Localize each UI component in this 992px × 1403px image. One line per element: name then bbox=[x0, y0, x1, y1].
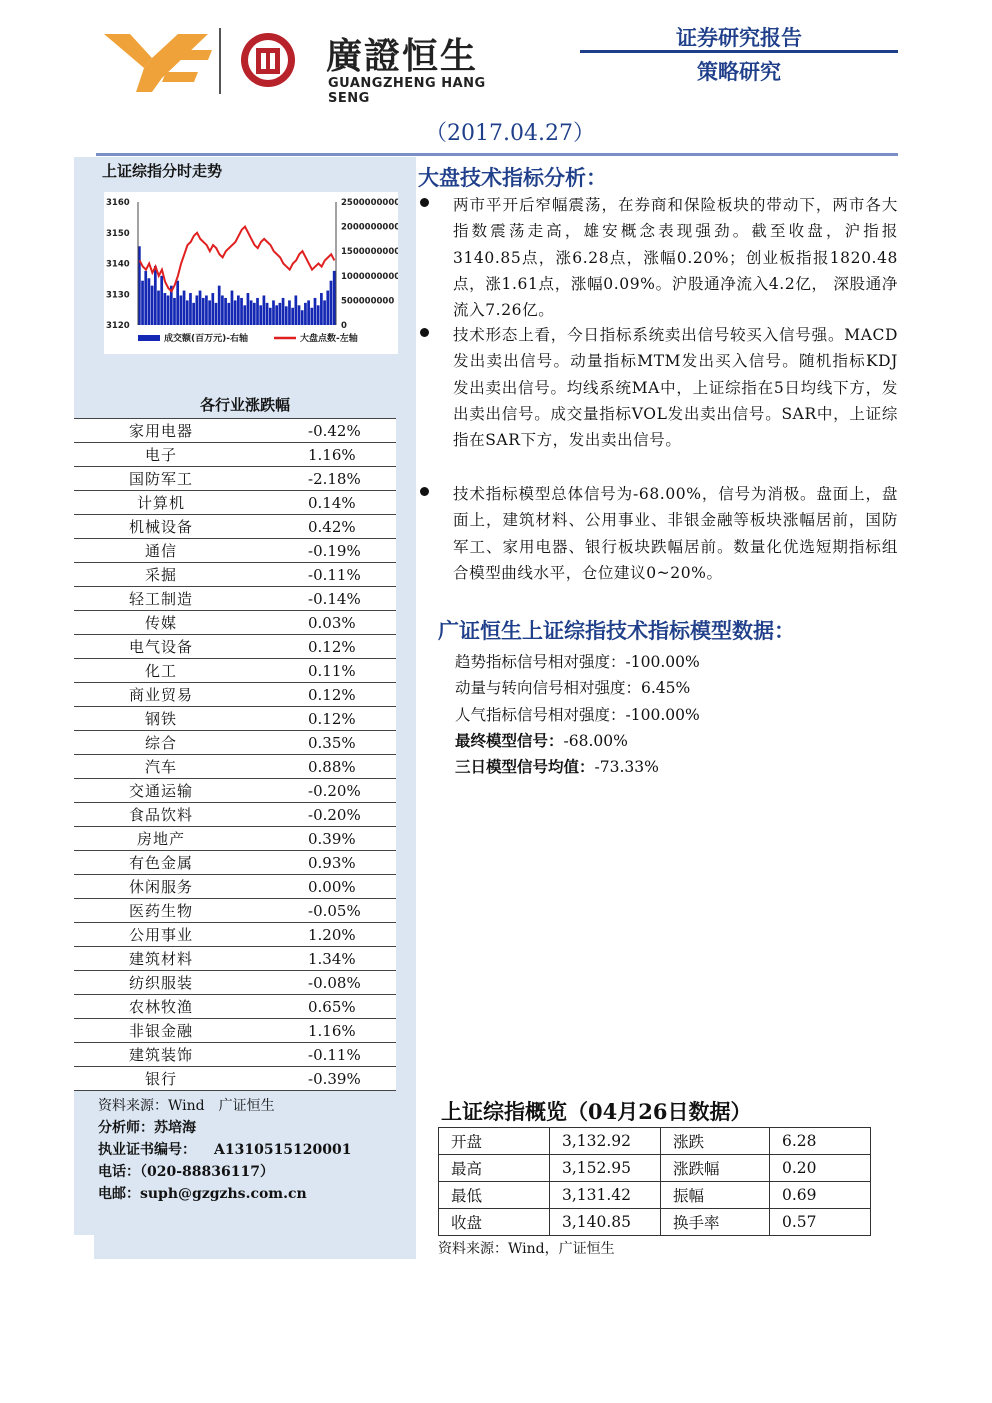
industry-change: 0.12% bbox=[248, 683, 396, 707]
report-header bbox=[580, 20, 898, 90]
right-tick-label: 2000000000 bbox=[341, 222, 398, 233]
industry-name: 交通运输 bbox=[74, 779, 248, 803]
summary-value: 3,131.42 bbox=[550, 1182, 661, 1209]
phone-line bbox=[98, 1161, 274, 1181]
volume-bar bbox=[263, 295, 266, 325]
volume-bar bbox=[320, 293, 323, 325]
company-logo bbox=[96, 20, 516, 106]
industry-name: 钢铁 bbox=[74, 707, 248, 731]
left-tick-label: 3160 bbox=[106, 198, 130, 208]
top-divider bbox=[96, 153, 898, 156]
chart-title: 上证综指分时走势 bbox=[102, 162, 223, 180]
industry-row bbox=[74, 947, 396, 971]
left-tick-label: 3150 bbox=[106, 228, 130, 239]
summary-label: 换手率 bbox=[661, 1209, 770, 1236]
model-title: 广证恒生上证综指技术指标模型数据： bbox=[438, 618, 795, 643]
industry-change: 0.88% bbox=[248, 755, 396, 779]
volume-bar bbox=[199, 291, 202, 325]
volume-bar bbox=[186, 300, 189, 325]
industry-name: 轻工制造 bbox=[74, 587, 248, 611]
industry-row bbox=[74, 515, 396, 539]
volume-bar bbox=[243, 305, 246, 325]
industry-change: -0.20% bbox=[248, 803, 396, 827]
volume-bar bbox=[202, 298, 205, 325]
industry-name: 纺织服装 bbox=[74, 971, 248, 995]
volume-bar bbox=[240, 298, 243, 325]
volume-bar bbox=[272, 300, 275, 325]
volume-bar bbox=[326, 291, 329, 325]
industry-row bbox=[74, 755, 396, 779]
report-category: 策略研究 bbox=[697, 59, 781, 84]
email-line bbox=[98, 1183, 307, 1203]
analyst-line bbox=[98, 1117, 196, 1137]
volume-bar bbox=[208, 300, 211, 325]
analysis-title: 大盘技术指标分析： bbox=[418, 165, 607, 190]
volume-bar bbox=[256, 298, 259, 325]
analyst-name: 苏培海 bbox=[154, 1120, 196, 1136]
summary-label: 开盘 bbox=[439, 1128, 550, 1155]
industry-name: 有色金属 bbox=[74, 851, 248, 875]
analysis-text: 技术指标模型总体信号为-68.00%，信号为消极。盘面上，盘面上，建筑材料、公用事业、非银金融等板块涨幅居前，国防军工、家用电器、银行板块跌幅居前。数量化优选短期指标组合模型曲线水平，仓位建议0~20%。 bbox=[453, 485, 898, 582]
right-tick-label: 1500000000 bbox=[341, 247, 398, 258]
industry-name: 采掘 bbox=[74, 563, 248, 587]
industry-name: 电气设备 bbox=[74, 635, 248, 659]
industry-name: 机械设备 bbox=[74, 515, 248, 539]
volume-bar bbox=[160, 276, 163, 325]
model-momentum: 动量与转向信号相对强度：6.45% bbox=[455, 679, 691, 697]
analyst-label: 分析师： bbox=[98, 1120, 154, 1136]
volume-bar bbox=[279, 303, 282, 325]
industry-name: 非银金融 bbox=[74, 1019, 248, 1043]
summary-row bbox=[439, 1128, 871, 1155]
industry-name: 汽车 bbox=[74, 755, 248, 779]
volume-bar bbox=[224, 298, 227, 325]
phone-number: （020-88836117） bbox=[140, 1164, 274, 1180]
summary-value: 3,140.85 bbox=[550, 1209, 661, 1236]
volume-bar bbox=[288, 300, 291, 325]
volume-bar bbox=[180, 295, 183, 325]
cert-number: A1310515120001 bbox=[214, 1142, 352, 1158]
industry-row bbox=[74, 851, 396, 875]
industry-row bbox=[74, 1043, 396, 1067]
industry-change: 0.03% bbox=[248, 611, 396, 635]
industry-change: -2.18% bbox=[248, 467, 396, 491]
summary-table bbox=[438, 1127, 871, 1236]
volume-bar bbox=[221, 295, 224, 325]
model-final bbox=[455, 729, 628, 751]
report-date: （2017.04.27） bbox=[425, 121, 595, 146]
analysis-bullet-3 bbox=[418, 481, 898, 586]
industry-change: -0.11% bbox=[248, 563, 396, 587]
industry-change: -0.19% bbox=[248, 539, 396, 563]
volume-bar bbox=[314, 298, 317, 325]
volume-bar bbox=[266, 303, 269, 325]
volume-bar bbox=[173, 298, 176, 325]
summary-value: 3,132.92 bbox=[550, 1128, 661, 1155]
industry-row bbox=[74, 659, 396, 683]
volume-bar bbox=[294, 295, 297, 325]
volume-bar bbox=[215, 303, 218, 325]
industry-name: 休闲服务 bbox=[74, 875, 248, 899]
industry-row bbox=[74, 419, 396, 443]
analysis-bullet-1 bbox=[418, 192, 898, 323]
legend-volume-swatch bbox=[138, 335, 160, 341]
volume-bar bbox=[227, 303, 230, 325]
analysis-text: 技术形态上看，今日指标系统卖出信号较买入信号强。MACD发出卖出信号。动量指标MTM发出买入信号。随机指标KDJ发出卖出信号。均线系统MA中，上证综指在5日均线下方，发出卖出信号。成交量指标VOL发出卖出信号。SAR中，上证综指在SAR下方，发出卖出信号。 bbox=[453, 326, 898, 450]
right-tick-label: 2500000000 bbox=[341, 198, 398, 208]
industry-change: 1.16% bbox=[248, 1019, 396, 1043]
industry-row bbox=[74, 587, 396, 611]
industry-row bbox=[74, 995, 396, 1019]
bullet-icon bbox=[420, 328, 429, 337]
industry-row bbox=[74, 923, 396, 947]
volume-bar bbox=[304, 303, 307, 325]
industry-name: 化工 bbox=[74, 659, 248, 683]
industry-row bbox=[74, 779, 396, 803]
volume-bar bbox=[330, 281, 333, 325]
industry-row bbox=[74, 491, 396, 515]
index-line bbox=[140, 227, 335, 292]
industry-name: 通信 bbox=[74, 539, 248, 563]
industry-row bbox=[74, 971, 396, 995]
summary-label: 涨跌 bbox=[661, 1128, 770, 1155]
email-address: suph@gzgzhs.com.cn bbox=[140, 1186, 307, 1202]
industry-name: 综合 bbox=[74, 731, 248, 755]
industry-name: 银行 bbox=[74, 1067, 248, 1091]
industry-change: -0.11% bbox=[248, 1043, 396, 1067]
volume-bar bbox=[307, 300, 310, 325]
email-label: 电邮： bbox=[98, 1186, 140, 1202]
brand-name-en: GUANGZHENG HANG SENG bbox=[328, 76, 486, 106]
industry-row bbox=[74, 707, 396, 731]
industry-change: 0.12% bbox=[248, 707, 396, 731]
analysis-bullet-2 bbox=[418, 322, 898, 453]
bullet-icon bbox=[420, 487, 429, 496]
legend-index-label: 大盘点数-左轴 bbox=[300, 334, 358, 344]
industry-name: 商业贸易 bbox=[74, 683, 248, 707]
summary-value: 6.28 bbox=[770, 1128, 871, 1155]
industry-name: 农林牧渔 bbox=[74, 995, 248, 1019]
summary-label: 振幅 bbox=[661, 1182, 770, 1209]
model-average-label: 三日模型信号均值： bbox=[455, 757, 595, 776]
summary-value: 0.69 bbox=[770, 1182, 871, 1209]
volume-bar bbox=[301, 310, 304, 325]
left-tick-label: 3140 bbox=[106, 259, 130, 270]
volume-bar bbox=[192, 303, 195, 325]
industry-name: 电子 bbox=[74, 443, 248, 467]
left-tick-label: 3120 bbox=[106, 321, 130, 331]
summary-source: 资料来源：Wind，广证恒生 bbox=[438, 1241, 615, 1257]
volume-bar bbox=[176, 281, 179, 325]
volume-bar bbox=[141, 281, 144, 325]
source-note: 资料来源：Wind 广证恒生 bbox=[98, 1098, 275, 1114]
industry-row bbox=[74, 731, 396, 755]
volume-bar bbox=[237, 295, 240, 325]
industry-change: 0.65% bbox=[248, 995, 396, 1019]
model-trend: 趋势指标信号相对强度：-100.00% bbox=[455, 653, 700, 671]
industry-row bbox=[74, 683, 396, 707]
intraday-chart bbox=[104, 192, 398, 354]
left-tick-label: 3130 bbox=[106, 290, 130, 301]
volume-bar bbox=[195, 295, 198, 325]
volume-bar bbox=[211, 293, 214, 325]
industry-name: 家用电器 bbox=[74, 419, 248, 443]
industry-change: -0.42% bbox=[248, 419, 396, 443]
industry-row bbox=[74, 443, 396, 467]
volume-bar bbox=[151, 286, 154, 325]
industry-change: 0.39% bbox=[248, 827, 396, 851]
volume-bar bbox=[164, 293, 167, 325]
volume-bar bbox=[183, 291, 186, 325]
legend-volume-label: 成交额(百万元)-右轴 bbox=[164, 334, 248, 344]
volume-bar bbox=[250, 300, 253, 325]
volume-bar bbox=[291, 308, 294, 325]
model-final-value: -68.00% bbox=[563, 732, 628, 750]
industry-row bbox=[74, 827, 396, 851]
industry-change: 0.12% bbox=[248, 635, 396, 659]
industry-row bbox=[74, 1019, 396, 1043]
summary-value: 3,152.95 bbox=[550, 1155, 661, 1182]
brand-name-cn: 廣證恒生 bbox=[326, 35, 479, 77]
volume-bar bbox=[189, 293, 192, 325]
header-divider bbox=[580, 50, 898, 53]
volume-bar bbox=[247, 293, 250, 325]
volume-bar bbox=[154, 266, 157, 325]
industry-row bbox=[74, 899, 396, 923]
industry-change: -0.05% bbox=[248, 899, 396, 923]
volume-bar bbox=[205, 295, 208, 325]
industry-row bbox=[74, 467, 396, 491]
right-tick-label: 0 bbox=[341, 321, 347, 331]
industry-row bbox=[74, 563, 396, 587]
industry-change: -0.08% bbox=[248, 971, 396, 995]
industry-name: 公用事业 bbox=[74, 923, 248, 947]
volume-bar bbox=[253, 303, 256, 325]
industry-change: -0.14% bbox=[248, 587, 396, 611]
industry-row bbox=[74, 1067, 396, 1091]
industry-change: 0.93% bbox=[248, 851, 396, 875]
volume-bar bbox=[144, 271, 147, 325]
right-tick-label: 500000000 bbox=[341, 296, 395, 307]
industry-table-title: 各行业涨跌幅 bbox=[199, 396, 290, 414]
summary-label: 涨跌幅 bbox=[661, 1155, 770, 1182]
industry-row bbox=[74, 803, 396, 827]
industry-name: 房地产 bbox=[74, 827, 248, 851]
volume-bar bbox=[167, 295, 170, 325]
summary-value: 0.57 bbox=[770, 1209, 871, 1236]
volume-bar bbox=[218, 286, 221, 325]
volume-bar bbox=[259, 305, 262, 325]
summary-label: 收盘 bbox=[439, 1209, 550, 1236]
volume-bar bbox=[269, 308, 272, 325]
summary-row bbox=[439, 1155, 871, 1182]
bullet-icon bbox=[420, 198, 429, 207]
left-sidebar-tail bbox=[94, 1235, 416, 1259]
industry-row bbox=[74, 635, 396, 659]
volume-bar bbox=[310, 308, 313, 325]
summary-row bbox=[439, 1182, 871, 1209]
report-type: 证券研究报告 bbox=[676, 25, 802, 50]
summary-row bbox=[439, 1209, 871, 1236]
industry-name: 国防军工 bbox=[74, 467, 248, 491]
summary-label: 最高 bbox=[439, 1155, 550, 1182]
summary-title: 上证综指概览（04月26日数据） bbox=[441, 1099, 752, 1124]
industry-row bbox=[74, 611, 396, 635]
industry-table bbox=[74, 418, 396, 1091]
industry-name: 计算机 bbox=[74, 491, 248, 515]
volume-bar bbox=[333, 271, 336, 325]
industry-name: 医药生物 bbox=[74, 899, 248, 923]
industry-change: 1.20% bbox=[248, 923, 396, 947]
industry-change: -0.20% bbox=[248, 779, 396, 803]
industry-row bbox=[74, 875, 396, 899]
industry-change: 0.00% bbox=[248, 875, 396, 899]
volume-bar bbox=[157, 291, 160, 325]
summary-value: 0.20 bbox=[770, 1155, 871, 1182]
model-average-value: -73.33% bbox=[594, 758, 659, 776]
industry-change: 1.16% bbox=[248, 443, 396, 467]
volume-bar bbox=[231, 291, 234, 325]
industry-change: 0.11% bbox=[248, 659, 396, 683]
summary-label: 最低 bbox=[439, 1182, 550, 1209]
cert-label: 执业证书编号： bbox=[98, 1142, 196, 1158]
model-final-label: 最终模型信号： bbox=[455, 731, 564, 750]
volume-bar bbox=[323, 300, 326, 325]
industry-change: 1.34% bbox=[248, 947, 396, 971]
volume-bar bbox=[285, 306, 288, 325]
right-tick-label: 1000000000 bbox=[341, 271, 398, 282]
volume-bar bbox=[282, 298, 285, 325]
volume-bar bbox=[298, 305, 301, 325]
industry-name: 食品饮料 bbox=[74, 803, 248, 827]
industry-change: 0.35% bbox=[248, 731, 396, 755]
model-average bbox=[455, 755, 659, 777]
industry-change: -0.39% bbox=[248, 1067, 396, 1091]
model-sentiment: 人气指标信号相对强度：-100.00% bbox=[455, 706, 700, 724]
industry-name: 建筑材料 bbox=[74, 947, 248, 971]
industry-change: 0.14% bbox=[248, 491, 396, 515]
volume-bar bbox=[148, 278, 151, 325]
volume-bar bbox=[317, 305, 320, 325]
volume-bar bbox=[234, 300, 237, 325]
cert-line bbox=[98, 1139, 352, 1159]
industry-name: 建筑装饰 bbox=[74, 1043, 248, 1067]
industry-row bbox=[74, 539, 396, 563]
analysis-text: 两市平开后窄幅震荡，在券商和保险板块的带动下，两市各大指数震荡走高，雄安概念表现强劲。截至收盘，沪指报3140.85点，涨6.28点，涨幅0.20%；创业板指报1820.48点，涨1.61点，涨幅0.09%。沪股通净流入4.2亿， 深股通净流入7.26亿。 bbox=[453, 196, 898, 320]
intraday-chart-svg bbox=[104, 192, 398, 354]
phone-label: 电话： bbox=[98, 1164, 140, 1180]
volume-bar bbox=[275, 305, 278, 325]
industry-name: 传媒 bbox=[74, 611, 248, 635]
industry-change: 0.42% bbox=[248, 515, 396, 539]
